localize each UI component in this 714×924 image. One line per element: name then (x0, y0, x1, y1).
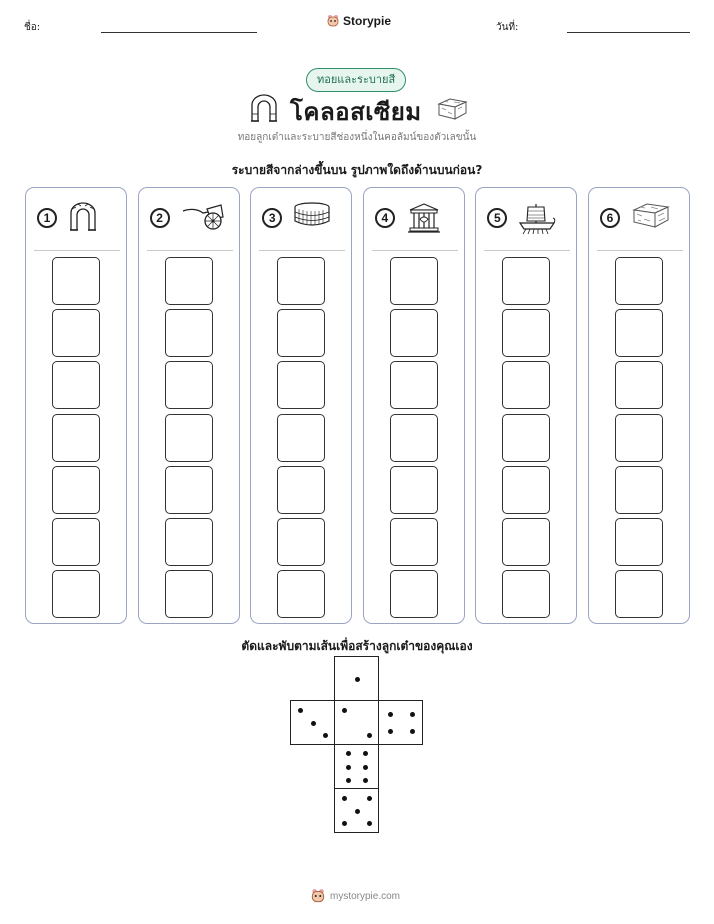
column-4 (363, 187, 465, 624)
dice-pip (388, 712, 393, 717)
dice-pip (367, 821, 372, 826)
color-cell[interactable] (502, 570, 550, 618)
column-divider (597, 250, 683, 251)
column-number: 1 (37, 208, 57, 228)
color-cell[interactable] (277, 570, 325, 618)
date-line[interactable] (567, 32, 690, 33)
arch-icon (68, 201, 98, 231)
dice-face-3 (290, 700, 335, 745)
temple-icon (406, 201, 442, 235)
color-cell[interactable] (277, 361, 325, 409)
dice-pip (298, 708, 303, 713)
column-number: 6 (600, 208, 620, 228)
dice-net (290, 656, 424, 834)
color-cell[interactable] (390, 414, 438, 462)
color-cell[interactable] (52, 309, 100, 357)
color-cell[interactable] (615, 309, 663, 357)
column-divider (484, 250, 570, 251)
activity-badge: ทอยและระบายสี (306, 68, 406, 92)
dice-face-1 (334, 656, 379, 701)
footer (310, 888, 400, 904)
dice-pip (367, 796, 372, 801)
colosseum-icon (293, 201, 331, 227)
column-divider (372, 250, 458, 251)
page-title: โคลอสเซียม (290, 98, 422, 126)
dice-pip (410, 729, 415, 734)
dice-face-6 (334, 744, 379, 789)
dice-pip (346, 765, 351, 770)
color-cell[interactable] (615, 414, 663, 462)
color-cell[interactable] (502, 466, 550, 514)
column-number: 3 (262, 208, 282, 228)
column-divider (34, 250, 120, 251)
dice-pip (363, 751, 368, 756)
brand-logo (326, 14, 391, 28)
question-text: ระบายสีจากล่างขึ้นบน รูปภาพใดถึงด้านบนก่อน? (231, 163, 483, 177)
column-number: 5 (487, 208, 507, 228)
dice-pip (388, 729, 393, 734)
color-cell[interactable] (165, 257, 213, 305)
color-cell[interactable] (52, 570, 100, 618)
storypie-mascot-icon (326, 14, 340, 28)
dice-pip (311, 721, 316, 726)
color-cell[interactable] (277, 414, 325, 462)
dice-face-5 (334, 788, 379, 833)
column-divider (147, 250, 233, 251)
dice-pip (346, 778, 351, 783)
color-cell[interactable] (390, 309, 438, 357)
dice-pip (367, 733, 372, 738)
color-cell[interactable] (165, 361, 213, 409)
color-cell[interactable] (52, 361, 100, 409)
color-cell[interactable] (502, 309, 550, 357)
column-1 (25, 187, 127, 624)
color-cell[interactable] (165, 518, 213, 566)
column-6 (588, 187, 690, 624)
color-cell[interactable] (277, 257, 325, 305)
dice-face-2 (334, 700, 379, 745)
color-cell[interactable] (52, 518, 100, 566)
color-cell[interactable] (615, 518, 663, 566)
color-cell[interactable] (390, 361, 438, 409)
color-cell[interactable] (390, 518, 438, 566)
color-cell[interactable] (390, 570, 438, 618)
color-cell[interactable] (615, 466, 663, 514)
stone-title-icon (436, 96, 468, 122)
color-cell[interactable] (52, 257, 100, 305)
arch-title-icon (249, 94, 279, 122)
color-cell[interactable] (502, 257, 550, 305)
color-cell[interactable] (52, 466, 100, 514)
dice-pip (410, 712, 415, 717)
color-cell[interactable] (615, 257, 663, 305)
column-number: 4 (375, 208, 395, 228)
color-cell[interactable] (165, 414, 213, 462)
color-cell[interactable] (502, 361, 550, 409)
column-5 (475, 187, 577, 624)
column-3 (250, 187, 352, 624)
dice-pip (363, 765, 368, 770)
page-subtitle: ทอยลูกเต๋าและระบายสีช่องหนึ่งในคอลัมน์ของตัวเลขนั้น (237, 132, 477, 143)
dice-instruction: ตัดและพับตามเส้นเพื่อสร้างลูกเต๋าของคุณเอง (241, 639, 473, 653)
color-cell[interactable] (277, 518, 325, 566)
column-divider (259, 250, 345, 251)
dice-pip (342, 708, 347, 713)
brand-name: Storypie (343, 14, 392, 28)
galley-ship-icon (518, 201, 556, 235)
dice-pip (363, 778, 368, 783)
dice-face-4 (378, 700, 423, 745)
color-cell[interactable] (277, 466, 325, 514)
chariot-icon (181, 201, 225, 231)
color-cell[interactable] (615, 361, 663, 409)
date-label: วันที่: (496, 22, 519, 33)
color-cell[interactable] (502, 414, 550, 462)
dice-pip (355, 677, 360, 682)
color-cell[interactable] (277, 309, 325, 357)
name-label: ชื่อ: (24, 22, 41, 33)
dice-pip (323, 733, 328, 738)
dice-pip (346, 751, 351, 756)
color-cell[interactable] (52, 414, 100, 462)
color-cell[interactable] (502, 518, 550, 566)
color-cell[interactable] (165, 466, 213, 514)
stone-block-icon (631, 201, 671, 229)
dice-pip (342, 821, 347, 826)
color-cell[interactable] (390, 257, 438, 305)
storypie-mascot-icon (310, 888, 326, 904)
color-cell[interactable] (165, 570, 213, 618)
color-cell[interactable] (390, 466, 438, 514)
name-line[interactable] (101, 32, 257, 33)
footer-url[interactable]: mystorypie.com (330, 890, 401, 902)
color-cell[interactable] (615, 570, 663, 618)
dice-pip (342, 796, 347, 801)
column-2 (138, 187, 240, 624)
color-cell[interactable] (165, 309, 213, 357)
column-number: 2 (150, 208, 170, 228)
dice-pip (355, 809, 360, 814)
